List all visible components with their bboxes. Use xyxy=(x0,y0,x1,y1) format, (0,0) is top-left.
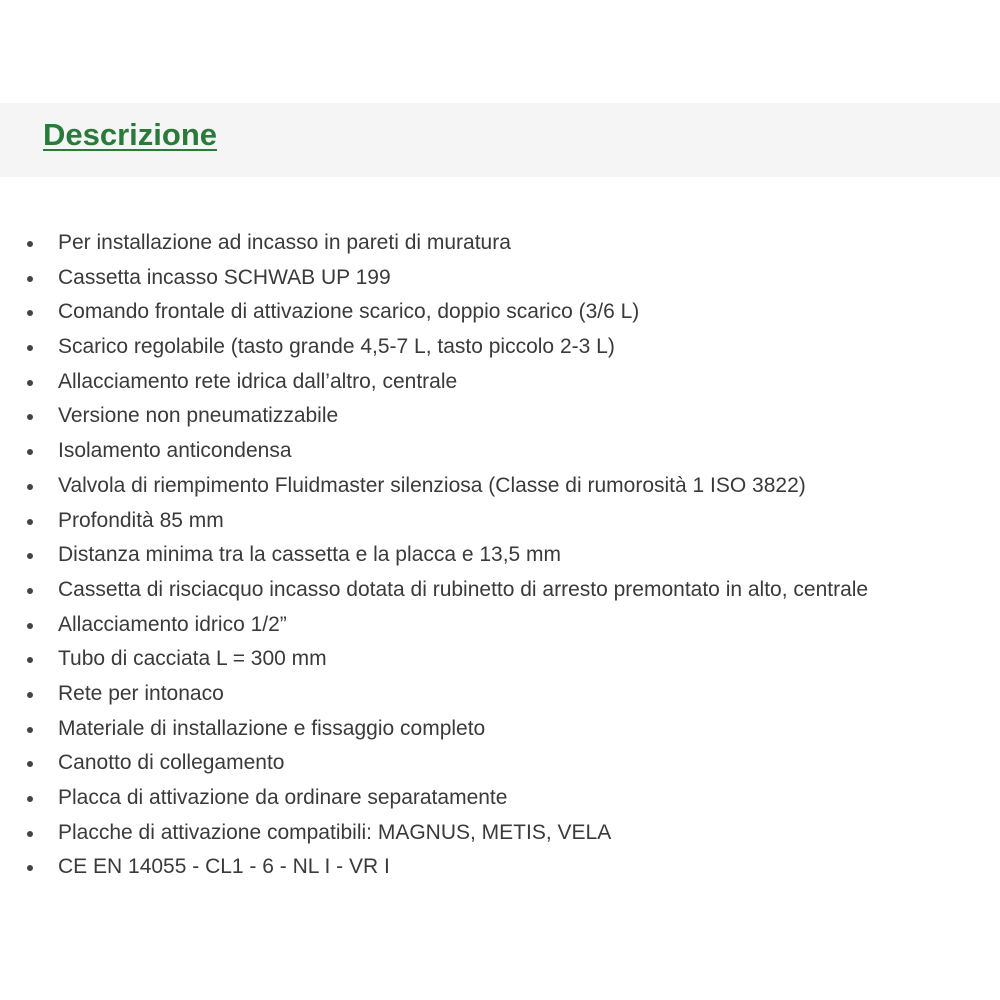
list-item-text: Rete per intonaco xyxy=(58,681,224,705)
list-item-text: Placche di attivazione compatibili: MAGNUS, METIS, VELA xyxy=(58,820,612,844)
list-item-text: Versione non pneumatizzabile xyxy=(58,404,339,428)
list-item xyxy=(0,746,1000,781)
bullet-icon xyxy=(27,241,33,247)
list-item-text: Valvola di riempimento Fluidmaster silenziosa (Classe di rumorosità 1 ISO 3822) xyxy=(58,473,806,497)
list-item xyxy=(0,816,1000,851)
list-item-text: Placca di attivazione da ordinare separatamente xyxy=(58,786,508,809)
list-item-text: Cassetta incasso SCHWAB UP 199 xyxy=(58,265,391,289)
list-item xyxy=(0,261,1000,296)
feature-list xyxy=(0,226,1000,885)
list-item xyxy=(0,226,1000,261)
list-item xyxy=(0,608,1000,643)
list-item xyxy=(0,399,1000,434)
bullet-icon xyxy=(27,449,33,455)
bullet-icon xyxy=(27,345,33,351)
list-item-text: Canotto di collegamento xyxy=(58,751,285,775)
bullet-icon xyxy=(27,276,33,282)
bullet-icon xyxy=(27,865,33,871)
bullet-icon xyxy=(27,761,33,767)
list-item xyxy=(0,469,1000,504)
bullet-icon xyxy=(27,519,33,525)
section-title: Descrizione xyxy=(43,117,218,152)
list-item-text: Tubo di cacciata L = 300 mm xyxy=(58,647,327,671)
list-item xyxy=(0,712,1000,747)
list-item xyxy=(0,330,1000,365)
bullet-icon xyxy=(27,380,33,386)
list-item-text: Allacciamento idrico 1/2” xyxy=(58,612,287,636)
bullet-icon xyxy=(27,831,33,837)
list-item xyxy=(0,365,1000,400)
bullet-icon xyxy=(27,414,33,420)
list-item-text: Cassetta di risciacquo incasso dotata di rubinetto di arresto premontato in alto, centrale xyxy=(58,577,869,601)
list-item-text: Per installazione ad incasso in pareti di muratura xyxy=(58,231,511,254)
list-item-text: CE EN 14055 - CL1 - 6 - NL I - VR I xyxy=(58,855,390,879)
bullet-icon xyxy=(27,588,33,594)
bullet-icon xyxy=(27,692,33,698)
list-item xyxy=(0,781,1000,816)
list-item xyxy=(0,642,1000,677)
list-item xyxy=(0,850,1000,885)
bullet-icon xyxy=(27,657,33,663)
list-item xyxy=(0,295,1000,330)
bullet-icon xyxy=(27,727,33,733)
list-item-text: Isolamento anticondensa xyxy=(58,439,292,463)
list-item-text: Comando frontale di attivazione scarico, doppio scarico (3/6 L) xyxy=(58,300,640,324)
list-item-text: Profondità 85 mm xyxy=(58,508,224,532)
list-item xyxy=(0,538,1000,573)
list-item-text: Allacciamento rete idrica dall’altro, centrale xyxy=(58,369,458,393)
list-item xyxy=(0,677,1000,712)
bullet-icon xyxy=(27,310,33,316)
list-item-text: Materiale di installazione e fissaggio completo xyxy=(58,716,486,740)
list-item-text: Scarico regolabile (tasto grande 4,5-7 L, tasto piccolo 2-3 L) xyxy=(58,335,615,359)
bullet-icon xyxy=(27,484,33,490)
bullet-icon xyxy=(27,623,33,629)
list-item-text: Distanza minima tra la cassetta e la placca e 13,5 mm xyxy=(58,543,562,567)
bullet-icon xyxy=(27,553,33,559)
list-item xyxy=(0,504,1000,539)
list-item xyxy=(0,573,1000,608)
list-item xyxy=(0,434,1000,469)
bullet-icon xyxy=(27,796,33,802)
